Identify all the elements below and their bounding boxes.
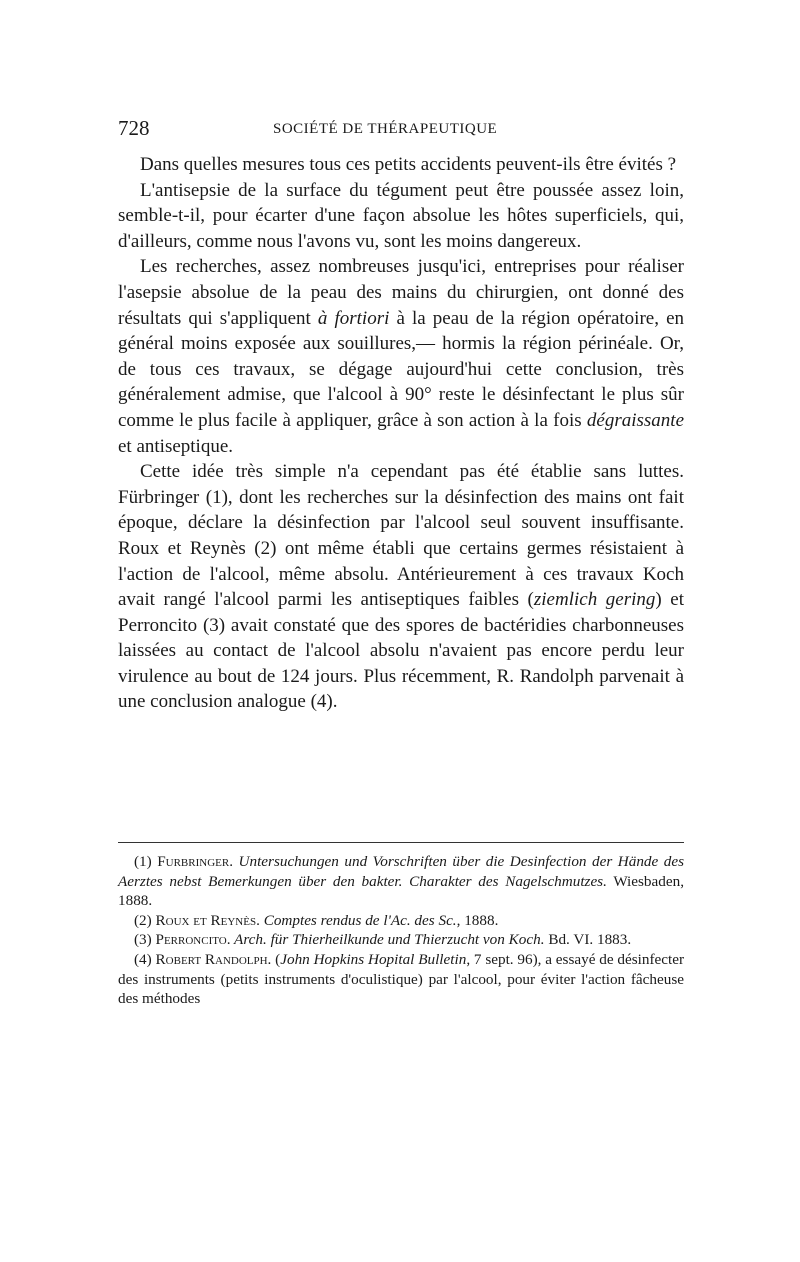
footnote-author: Roux et Reynès. [155, 911, 260, 929]
footnote-title: Comptes rendus de l'Ac. des Sc. [259, 911, 457, 929]
footnote-author: Perroncito. [155, 931, 231, 949]
footnote-rest: Bd. VI. 1883. [544, 931, 632, 949]
main-text [118, 152, 684, 715]
text-span: Cette idée très simple n'a cependant pas été établie sans luttes. Fürbringer (1), dont les recherches sur la désinfection des mains ont fait époque, déclare la désinfection par l'alcool seul souvent insuffisante. Roux et Reynès (2) ont même établi que certains germes résistaient à l'action de l'alcool, même absolu. Antérieurement à ces travaux Koch avait rangé l'alcool parmi les antiseptiques faibles ( [118, 461, 684, 611]
footnote-number: (3) [134, 931, 156, 949]
footnote-divider [118, 842, 684, 843]
text-span: et antiseptique. [118, 435, 234, 457]
text-span: à la peau de la région opératoire, en général moins exposée aux souillures,— hormis la région périnéale. Or, de tous ces travaux, se dégage aujourd'hui cette conclusion, très généralement admise, que l'alcool à 90° reste le désinfectant le plus sûr comme le plus facile à appliquer, grâce à son action à la fois [118, 307, 684, 431]
footnote-number: (1) [134, 853, 158, 870]
footnote-author: Robert Randolph. [155, 950, 272, 968]
footnote-1 [118, 852, 684, 911]
footnote-4 [118, 950, 684, 1009]
paragraph-1: Dans quelles mesures tous ces petits accidents peuvent-ils être évités ? [140, 154, 677, 175]
text-span: ) et Perroncito (3) avait constaté que des spores de bactéridies charbonneuses laissées au contact de l'alcool absolu n'avaient pas encore perdu leur virulence au bout de 124 jours. Plus récemment, R. Randolph parvenait à une conclusion analogue (4). [118, 589, 684, 713]
footnote-3 [118, 930, 684, 950]
footnote-rest: , 1888. [456, 911, 499, 929]
footnote-rest: Wiesbaden, 1888. [118, 872, 684, 910]
footnote-number: (4) [134, 950, 156, 968]
italic-phrase: à fortiori [317, 307, 390, 329]
footnote-author: Furbringer. [157, 853, 234, 870]
paragraph-2: L'antisepsie de la surface du tégument peut être poussée assez loin, semble-t-il, pour écarter d'une façon absolue les hôtes superficiels, qui, d'ailleurs, comme nous l'avons vu, sont les moins dangereux. [118, 179, 684, 252]
footnote-title: Untersuchungen und Vorschriften über die Desinfection der Hände des Aerztes nebst Bemerkungen über den bakter. Charakter des Nagelschmutzes. [118, 853, 684, 890]
paragraph-4 [118, 459, 684, 715]
footnote-paren: ( [271, 950, 281, 968]
paragraph-3 [118, 254, 684, 459]
running-title: SOCIÉTÉ DE THÉRAPEUTIQUE [273, 121, 498, 137]
footnote-title: John Hopkins Hopital Bulletin [280, 950, 467, 968]
italic-phrase: dégraissante [586, 409, 684, 431]
page-number: 728 [118, 116, 150, 140]
footnote-2 [118, 911, 684, 931]
text-span: Les recherches, assez nombreuses jusqu'ici, entreprises pour réaliser l'asepsie absolue de la peau des mains du chirurgien, ont donné des résultats qui s'appliquent [118, 256, 684, 329]
page-header [118, 116, 684, 146]
italic-phrase: ziemlich gering [533, 589, 656, 611]
footnotes [118, 852, 684, 1009]
footnote-title: Arch. für Thierheilkunde und Thierzucht von Koch. [230, 931, 545, 949]
footnote-number: (2) [134, 911, 156, 929]
footnote-rest: , 7 sept. 96), a essayé de désinfecter des instruments (petits instruments d'oculistique) par l'alcool, pour éviter l'action fâcheuse des méthodes [118, 950, 685, 1008]
